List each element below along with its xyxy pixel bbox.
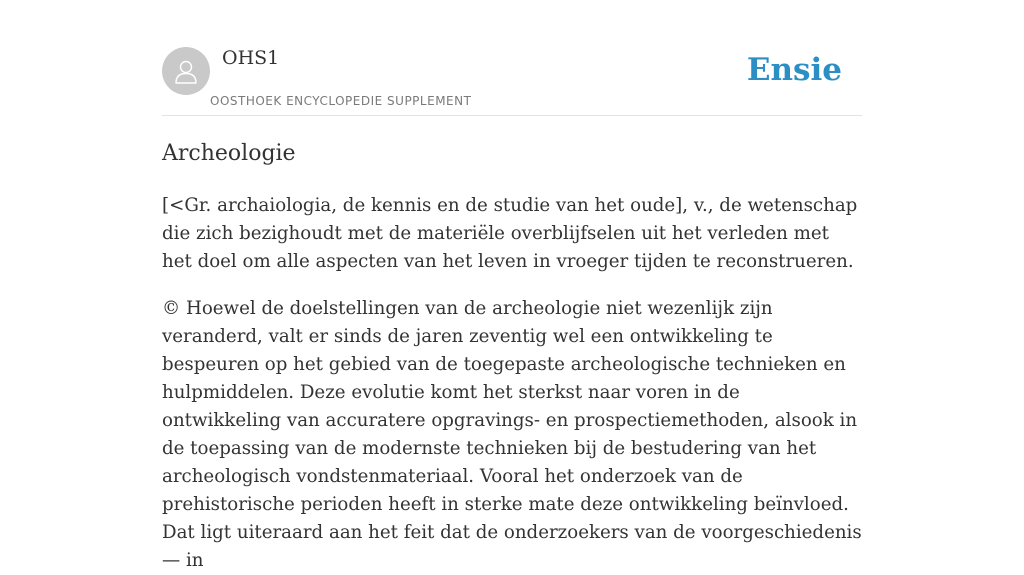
source-label[interactable]: OOSTHOEK ENCYCLOPEDIE SUPPLEMENT xyxy=(210,94,472,108)
username[interactable]: OHS1 xyxy=(222,47,280,69)
article xyxy=(162,137,862,575)
article-paragraph: [<Gr. archaiologia, de kennis en de studie van het oude], v., de wetenschap die zich bezighoudt met de materiële overblijfselen uit het verleden met het doel om alle aspecten van het leven in vroeger tijden te reconstrueren. xyxy=(162,195,858,272)
article-paragraph: © Hoewel de doelstellingen van de archeologie niet wezenlijk zijn veranderd, valt er sinds de jaren zeventig wel een ontwikkeling te bespeuren op het gebied van de toegepaste archeologische technieken en hulpmiddelen. Deze evolutie komt het sterkst naar voren in de ontwikkeling van accuratere opgravings- en prospectiemethoden, alsook in de toepassing van de modernste technieken bij de bestudering van het archeologisch vondstenmateriaal. Vooral het onderzoek van de prehistorische perioden heeft in sterke mate deze ontwikkeling beïnvloed. Dat ligt uiteraard aan het feit dat de onderzoekers van de voorgeschiedenis — in xyxy=(162,298,862,571)
article-title: Archeologie xyxy=(162,141,296,166)
avatar[interactable] xyxy=(162,47,210,95)
brand-logo[interactable]: Ensie xyxy=(746,52,842,88)
header xyxy=(162,0,862,116)
user-avatar-icon xyxy=(171,56,201,86)
